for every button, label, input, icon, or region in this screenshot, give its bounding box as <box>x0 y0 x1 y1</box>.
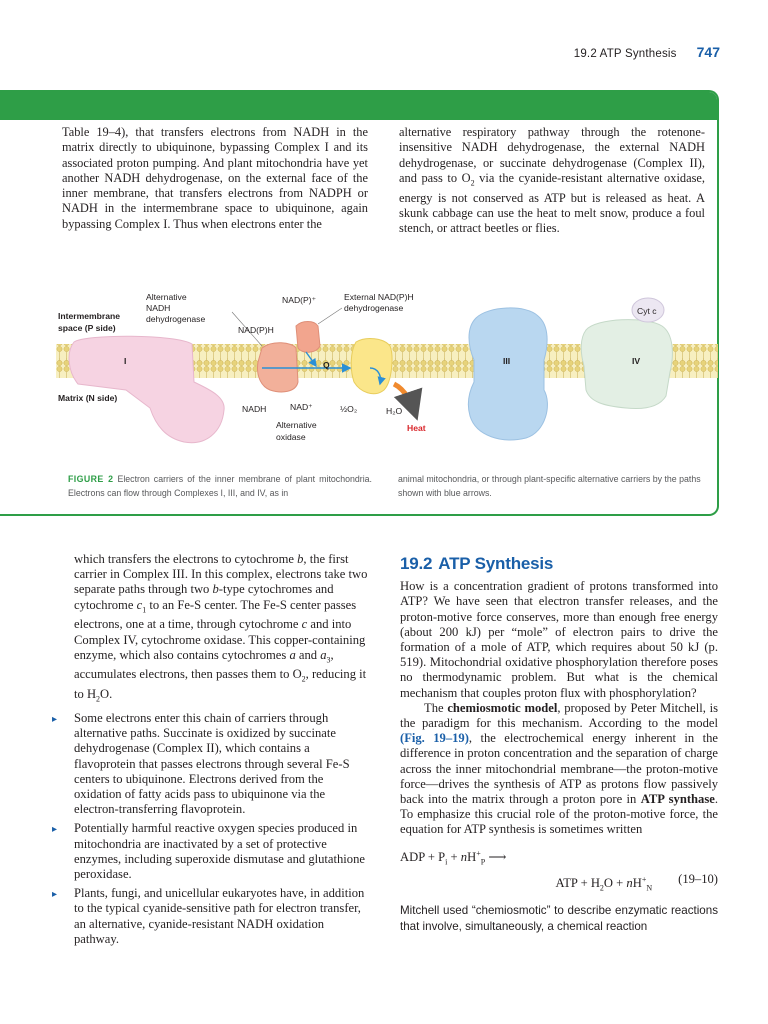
figure-caption-label: FIGURE 2 <box>68 474 114 484</box>
label-alt-nadh-1: Alternative <box>146 292 187 302</box>
complex-iv-shape <box>581 320 672 409</box>
label-nadh: NADH <box>242 404 267 414</box>
label-alt-oxidase-2: oxidase <box>276 432 306 442</box>
equation-19-10: ADP + $P_i + nH^+_P$ ⟶ ATP + $H_2O + nH^+_N$ (19–10) <box>400 846 718 896</box>
label-matrix: Matrix (N side) <box>58 393 118 403</box>
external-nadph-dehydrogenase-shape <box>296 322 320 353</box>
page-number: 747 <box>696 44 720 60</box>
label-external-2: dehydrogenase <box>344 303 404 313</box>
equation-arrow-icon: ⟶ <box>488 849 507 864</box>
label-complex-iii: III <box>503 356 511 366</box>
bullet-arrow-icon: ▸ <box>52 889 58 901</box>
figure-reference-link: (Fig. 19–19) <box>400 731 469 746</box>
list-item: ▸ Some electrons enter this chain of carriers through alternative paths. Succinate is oxidized by succinate dehydrogenase (Complex II), which contains a flavoprotein that passes electrons through several Fe-S centers to ubiquinone. Electrons derived from the oxidation of fatty acids pass to ubiquinone via the electron-transferring flavoprotein. <box>52 710 350 817</box>
box-text-left: Table 19–4), that transfers electrons from NADH in the matrix directly to ubiquinone, bypassing Complex I and its associated proton pumping. And plant mitochondria have yet another NADH dehydrogenase, on the external face of the inner membrane, that transfers electrons from NADPH or NADH in the intermembrane space to ubiquinone, again bypassing Complex I. Thus when electrons enter the <box>62 125 368 231</box>
list-item: ▸ Plants, fungi, and unicellular eukaryotes have, in addition to the typical cyanide-sensitive path for electron transfer, an alternative, cyanide-resistant NADH oxidation pathway. <box>52 886 365 946</box>
label-alt-nadh-3: dehydrogenase <box>146 314 206 324</box>
label-h2o: H₂O <box>386 406 403 416</box>
paragraph-2: The chemiosmotic model, proposed by Peter Mitchell, is the paradigm for this mechanism. According to the model (Fig. 19–19), the electrochemical energy inherent in the difference in proton concentration and the separation of charge across the inner mitochondrial membrane—the proton-motive force—drives the synthesis of ATP as protons flow passively back into the matrix through a proton pore in ATP synthase. To emphasize this crucial role of the proton-motive force, the equation for ATP synthesis is sometimes written <box>400 700 718 837</box>
label-cytc: Cyt c <box>637 306 657 316</box>
main-left-column <box>54 552 368 947</box>
label-complex-i: I <box>124 356 127 366</box>
paragraph-1: How is a concentration gradient of protons transformed into ATP? We have seen that electron transfer releases, and the proton-motive force conserves, more than enough free energy (about 200 kJ) per “mole” of electron pairs to drive the formation of a mole of ATP, which requires about 50 kJ (p. 519). Mitochondrial oxidative phosphorylation therefore poses no thermodynamic problem. But what is the chemical mechanism that couples proton flux with phosphorylation? <box>400 579 718 700</box>
label-intermembrane-2: space (P side) <box>58 323 116 333</box>
label-nadp-plus: NAD(P)⁺ <box>282 295 317 305</box>
label-intermembrane-1: Intermembrane <box>58 311 121 321</box>
closing-paragraph: Mitchell used “chemiosmotic” to describe enzymatic reactions that involve, simultaneously, a chemical reaction <box>400 904 718 934</box>
label-external-1: External NAD(P)H <box>344 292 414 302</box>
box-text-right: alternative respiratory pathway through the rotenone-insensitive NADH dehydrogenase, the external NADH dehydrogenase, or succinate dehydrogenase (Complex II), and pass to $O_2$ via the cyanide-resistant alternative oxidase, energy is not conserved as ATP but is released as heat. A skunk cabbage can use the heat to melt snow, produce a foul stench, or attract beetles or flies. <box>399 125 705 236</box>
alternative-oxidase-shape <box>351 339 392 394</box>
label-q: Q <box>323 360 330 370</box>
list-item: ▸ Potentially harmful reactive oxygen species produced in mitochondria are inactivated by a set of protective enzymes, including superoxide dismutase and glutathione peroxidase. <box>52 821 365 881</box>
running-head <box>574 44 720 60</box>
equation-number: (19–10) <box>678 871 718 886</box>
label-alt-nadh-2: NADH <box>146 303 171 313</box>
running-head-section: 19.2 ATP Synthesis <box>573 48 677 60</box>
box-header-band <box>0 92 717 120</box>
label-nadph: NAD(P)H <box>238 325 274 335</box>
bullet-arrow-icon: ▸ <box>52 824 58 836</box>
label-nad-plus: NAD⁺ <box>290 402 313 412</box>
figure-2 <box>56 286 718 456</box>
complex-iii-shape <box>468 308 547 440</box>
label-alt-oxidase-1: Alternative <box>276 420 317 430</box>
main-right-column <box>400 556 718 935</box>
bullet-arrow-icon: ▸ <box>52 713 58 725</box>
figure-caption-right: animal mitochondria, or through plant-specific alternative carriers by the paths shown with blue arrows. <box>398 474 701 498</box>
figure-caption-left: FIGURE 2 Electron carriers of the inner membrane of plant mitochondria. Electrons can flow through Complexes I, III, and IV, as in <box>68 474 372 498</box>
section-heading: 19.2 ATP Synthesis <box>400 554 554 573</box>
label-heat: Heat <box>407 423 426 433</box>
leader-external <box>318 308 342 324</box>
intro-paragraph: which transfers the electrons to cytochrome b, the first carrier in Complex III. In this complex, electrons take two separate paths through two b-type cytochromes and cytochrome $c_1$ to an Fe-S center. The Fe-S center passes electrons, one at a time, through cytochrome c and into Complex IV, cytochrome oxidase. This copper-containing enzyme, which also contains cytochromes a and $a_3$, accumulates electrons, then passes them to $O_2$, reducing it to $H_2O$. <box>74 552 368 704</box>
label-complex-iv: IV <box>632 356 641 366</box>
label-half-o2: ½O₂ <box>340 404 358 414</box>
